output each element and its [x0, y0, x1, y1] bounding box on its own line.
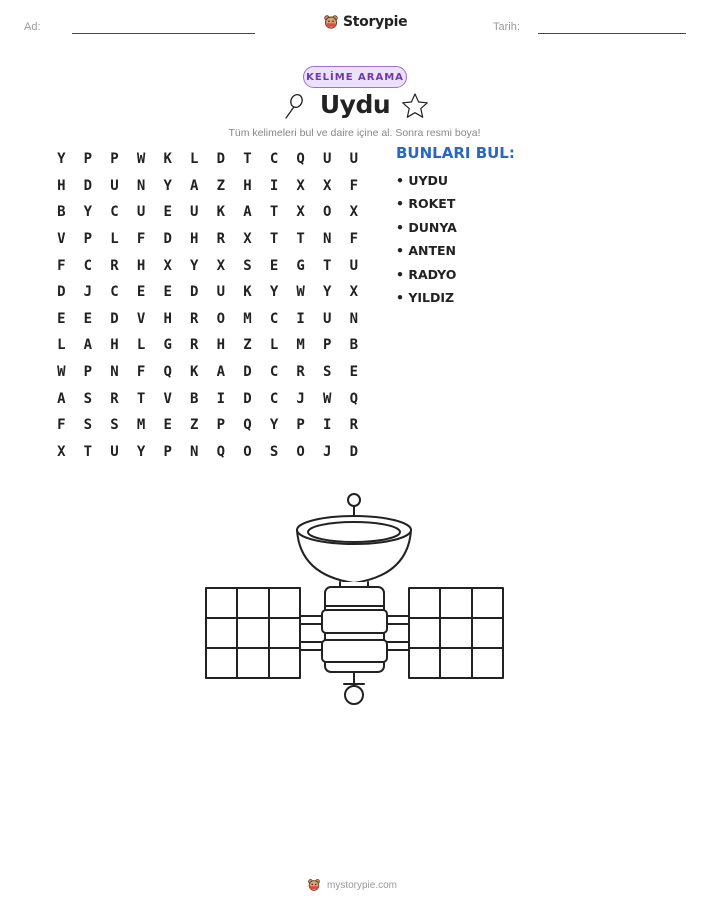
grid-letter[interactable]: D [110, 310, 119, 327]
grid-letter[interactable]: E [163, 417, 172, 434]
date-label: Tarih: [493, 21, 520, 33]
grid-letter[interactable]: Z [243, 337, 252, 354]
page-title: Uydu [319, 90, 391, 119]
grid-letter[interactable]: K [216, 204, 226, 221]
find-word: • YILDIZ [396, 289, 455, 305]
grid-letter[interactable]: S [269, 443, 279, 460]
grid-letter[interactable]: R [190, 337, 199, 354]
grid-letter[interactable]: C [269, 310, 279, 327]
footer-url: mystorypie.com [327, 879, 398, 891]
grid-letter[interactable]: R [349, 417, 359, 434]
grid-letter[interactable]: P [83, 364, 93, 381]
grid-letter[interactable]: W [296, 284, 305, 301]
grid-letter[interactable]: F [349, 177, 359, 194]
grid-letter[interactable]: U [110, 177, 119, 194]
grid-letter[interactable]: L [190, 151, 199, 168]
grid-letter[interactable]: Q [349, 390, 359, 407]
grid-letter[interactable]: E [83, 310, 93, 327]
grid-letter[interactable]: C [83, 257, 93, 274]
grid-letter[interactable]: S [110, 417, 119, 434]
grid-letter[interactable]: F [57, 257, 66, 274]
grid-letter[interactable]: N [136, 177, 146, 194]
grid-letter[interactable]: K [163, 151, 172, 168]
grid-letter[interactable]: T [83, 443, 93, 460]
grid-letter[interactable]: S [83, 417, 93, 434]
grid-letter[interactable]: M [243, 310, 252, 327]
grid-letter[interactable]: F [136, 364, 146, 381]
grid-letter[interactable]: X [57, 443, 66, 460]
grid-letter[interactable]: K [243, 284, 252, 301]
grid-letter[interactable]: T [269, 204, 279, 221]
grid-letter[interactable]: C [269, 390, 279, 407]
grid-letter[interactable]: X [296, 177, 305, 194]
grid-letter[interactable]: H [190, 231, 199, 248]
grid-letter[interactable]: O [296, 443, 305, 460]
grid-letter[interactable]: F [136, 231, 146, 248]
grid-letter[interactable]: T [323, 257, 332, 274]
grid-letter[interactable]: U [190, 204, 199, 221]
grid-letter[interactable]: D [83, 177, 93, 194]
grid-letter[interactable]: X [349, 204, 359, 221]
grid-letter[interactable]: T [296, 231, 305, 248]
grid-letter[interactable]: H [163, 310, 172, 327]
grid-letter[interactable]: R [190, 310, 199, 327]
grid-letter[interactable]: X [243, 231, 252, 248]
grid-letter[interactable]: N [323, 231, 332, 248]
grid-letter[interactable]: B [349, 337, 359, 354]
grid-letter[interactable]: J [296, 390, 305, 407]
grid-letter[interactable]: V [136, 310, 146, 327]
grid-letter[interactable]: Z [190, 417, 199, 434]
grid-letter[interactable]: P [216, 417, 226, 434]
grid-letter[interactable]: S [243, 257, 252, 274]
grid-letter[interactable]: V [57, 231, 66, 248]
name-label: Ad: [24, 21, 41, 33]
grid-letter[interactable]: K [190, 364, 199, 381]
grid-letter[interactable]: D [57, 284, 66, 301]
grid-letter[interactable]: O [216, 310, 226, 327]
find-word: • ANTEN [396, 243, 457, 259]
grid-letter[interactable]: D [349, 443, 359, 460]
grid-letter[interactable]: Q [216, 443, 226, 460]
grid-letter[interactable]: D [243, 390, 252, 407]
find-word: • ROKET [396, 196, 456, 212]
grid-letter[interactable]: J [323, 443, 332, 460]
grid-letter[interactable]: H [243, 177, 252, 194]
grid-letter[interactable]: A [190, 177, 199, 194]
grid-letter[interactable]: Y [190, 257, 199, 274]
grid-letter[interactable]: O [243, 443, 252, 460]
grid-letter[interactable]: C [269, 151, 279, 168]
grid-letter[interactable]: U [323, 310, 332, 327]
grid-letter[interactable]: U [136, 204, 146, 221]
grid-letter[interactable]: H [110, 337, 119, 354]
grid-letter[interactable]: P [83, 151, 93, 168]
grid-letter[interactable]: A [216, 364, 226, 381]
grid-letter[interactable]: E [136, 284, 146, 301]
grid-letter[interactable]: E [349, 364, 359, 381]
grid-letter[interactable]: W [57, 364, 66, 381]
storypie-bear-icon [307, 878, 321, 892]
grid-letter[interactable]: P [323, 337, 332, 354]
grid-letter[interactable]: I [216, 390, 226, 407]
grid-letter[interactable]: J [83, 284, 93, 301]
grid-letter[interactable]: F [57, 417, 66, 434]
grid-letter[interactable]: G [163, 337, 172, 354]
grid-letter[interactable]: Q [243, 417, 252, 434]
grid-letter[interactable]: P [110, 151, 119, 168]
grid-letter[interactable]: C [269, 364, 279, 381]
grid-letter[interactable]: E [163, 284, 172, 301]
find-list-title: BUNLARI BUL: [396, 144, 515, 162]
grid-letter[interactable]: I [296, 310, 305, 327]
find-word: • DUNYA [396, 219, 457, 235]
grid-letter[interactable]: H [57, 177, 66, 194]
grid-letter[interactable]: Y [269, 417, 279, 434]
grid-letter[interactable]: E [269, 257, 279, 274]
grid-letter[interactable]: I [269, 177, 279, 194]
grid-letter[interactable]: C [110, 284, 119, 301]
grid-letter[interactable]: M [296, 337, 305, 354]
grid-letter[interactable]: X [296, 204, 305, 221]
grid-letter[interactable]: O [323, 204, 332, 221]
grid-letter[interactable]: D [243, 364, 252, 381]
grid-letter[interactable]: T [136, 390, 146, 407]
grid-letter[interactable]: P [296, 417, 305, 434]
grid-letter[interactable]: U [349, 257, 359, 274]
grid-letter[interactable]: X [163, 257, 172, 274]
grid-letter[interactable]: M [136, 417, 146, 434]
grid-letter[interactable]: B [57, 204, 66, 221]
grid-letter[interactable]: W [136, 151, 146, 168]
grid-letter[interactable]: T [269, 231, 279, 248]
grid-letter[interactable]: E [57, 310, 66, 327]
grid-letter[interactable]: Y [136, 443, 146, 460]
grid-letter[interactable]: L [110, 231, 119, 248]
grid-letter[interactable]: F [349, 231, 359, 248]
grid-letter[interactable]: N [190, 443, 199, 460]
grid-letter[interactable]: A [83, 337, 93, 354]
grid-letter[interactable]: G [296, 257, 305, 274]
grid-letter[interactable]: Q [163, 364, 172, 381]
grid-letter[interactable]: Y [323, 284, 332, 301]
grid-letter[interactable]: U [349, 151, 359, 168]
grid-letter[interactable]: S [323, 364, 332, 381]
grid-letter[interactable]: A [57, 390, 66, 407]
grid-letter[interactable]: R [216, 231, 226, 248]
grid-letter[interactable]: R [110, 390, 119, 407]
grid-letter[interactable]: B [190, 390, 199, 407]
grid-letter[interactable]: P [83, 231, 93, 248]
grid-letter[interactable]: L [269, 337, 279, 354]
grid-letter[interactable]: Y [269, 284, 279, 301]
grid-letter[interactable]: Z [216, 177, 226, 194]
grid-letter[interactable]: X [323, 177, 332, 194]
grid-letter[interactable]: Y [57, 151, 66, 168]
instructions: Tüm kelimeleri bul ve daire içine al. Sonra resmi boya! [228, 127, 481, 139]
grid-letter[interactable]: H [216, 337, 226, 354]
grid-letter[interactable]: N [110, 364, 119, 381]
grid-letter[interactable]: D [163, 231, 172, 248]
grid-letter[interactable]: D [190, 284, 199, 301]
grid-letter[interactable]: S [83, 390, 93, 407]
footer [307, 878, 397, 892]
grid-letter[interactable]: R [110, 257, 119, 274]
grid-letter[interactable]: U [110, 443, 119, 460]
grid-letter[interactable]: N [349, 310, 359, 327]
grid-letter[interactable]: R [296, 364, 305, 381]
grid-letter[interactable]: P [163, 443, 172, 460]
find-word: • RADYO [396, 266, 457, 282]
grid-letter[interactable]: Y [83, 204, 93, 221]
grid-letter[interactable]: V [163, 390, 172, 407]
grid-letter[interactable]: X [216, 257, 226, 274]
grid-letter[interactable]: L [57, 337, 66, 354]
grid-letter[interactable]: H [136, 257, 146, 274]
grid-letter[interactable]: U [216, 284, 226, 301]
grid-letter[interactable]: C [110, 204, 119, 221]
grid-letter[interactable]: Y [163, 177, 172, 194]
grid-letter[interactable]: Q [296, 151, 305, 168]
grid-letter[interactable]: D [216, 151, 226, 168]
worksheet-type-badge: KELİME ARAMA [303, 66, 407, 88]
grid-letter[interactable]: I [323, 417, 332, 434]
find-word: • UYDU [396, 173, 449, 188]
grid-letter[interactable]: E [163, 204, 172, 221]
grid-letter[interactable]: U [323, 151, 332, 168]
grid-letter[interactable]: L [136, 337, 146, 354]
grid-letter[interactable]: X [349, 284, 359, 301]
brand-name: Storypie [343, 14, 408, 30]
grid-letter[interactable]: W [323, 390, 332, 407]
grid-letter[interactable]: A [243, 204, 252, 221]
grid-letter[interactable]: T [243, 151, 252, 168]
